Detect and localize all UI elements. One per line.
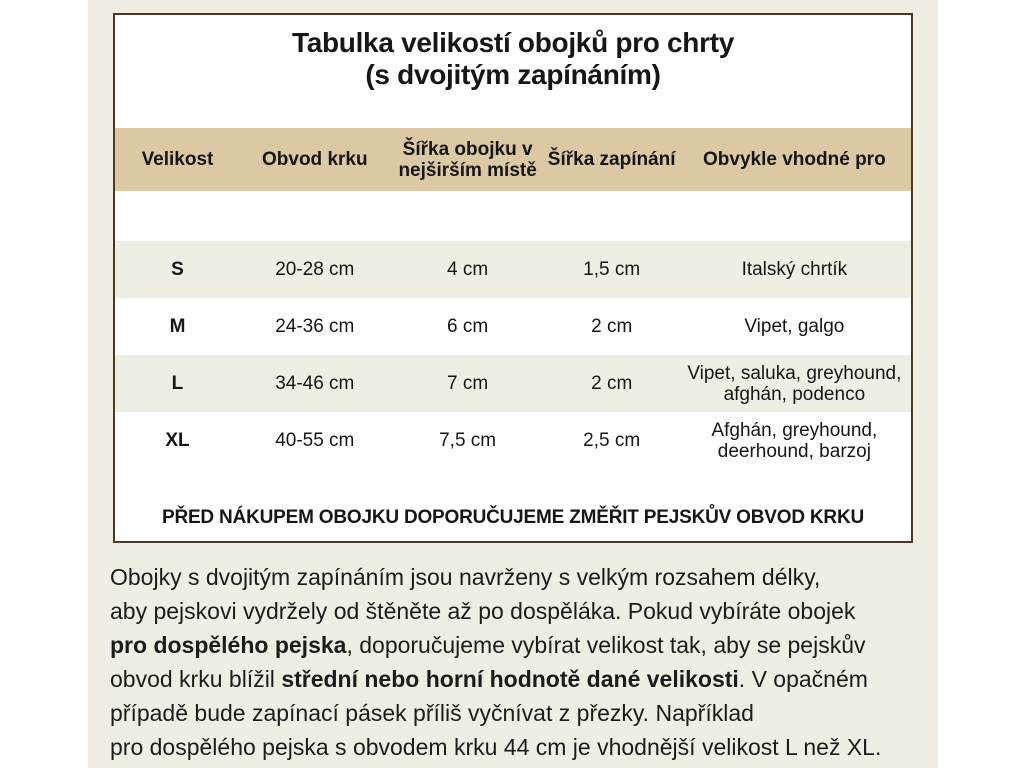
width-cell: 4 cm	[447, 259, 489, 280]
description-line: obvod krku blížil střední nebo horní hodnotě dané velikosti. V opačném	[110, 666, 868, 692]
header-cell-clasp: Šířka zapínání	[547, 149, 676, 170]
table-header-row	[115, 128, 911, 191]
header-cell-neck: Obvod krku	[262, 149, 368, 170]
description-line: případě bude zapínací pásek příliš vyčnívat z přezky. Například	[110, 700, 754, 726]
header-cell-size: Velikost	[141, 149, 214, 170]
table-title	[115, 15, 911, 128]
measure-advice-note: PŘED NÁKUPEM OBOJKU DOPORUČUJEME ZMĚŘIT PEJSKŮV OBVOD KRKU	[161, 507, 865, 528]
description-line: pro dospělého pejska s obvodem krku 44 cm je vhodnější velikost L než XL.	[110, 734, 882, 760]
description-line: Obojky s dvojitým zapínáním jsou navrženy s velkým rozsahem délky,	[110, 564, 821, 590]
clasp-cell: 2 cm	[591, 316, 633, 337]
neck-cell: 24-36 cm	[275, 316, 355, 337]
neck-cell: 40-55 cm	[275, 430, 355, 451]
description-line: aby pejskovi vydržely od štěněte až po dospěláka. Pokud vybíráte obojek	[110, 598, 856, 624]
suitable-cell: Vipet, galgo	[744, 316, 845, 337]
size-cell: S	[171, 259, 184, 280]
table-row-m	[115, 298, 911, 355]
table-spacer-row	[115, 191, 911, 241]
table-row-s	[115, 241, 911, 298]
table-title-line1: Tabulka velikostí obojků pro chrty	[291, 27, 735, 58]
width-cell: 6 cm	[447, 316, 489, 337]
clasp-cell: 1,5 cm	[583, 259, 641, 280]
suitable-cell: Vipet, saluka, greyhound, afghán, podenco	[687, 362, 902, 405]
suitable-cell: Italský chrtík	[741, 259, 848, 280]
clasp-cell: 2,5 cm	[583, 430, 641, 451]
clasp-cell: 2 cm	[591, 373, 633, 394]
neck-cell: 20-28 cm	[275, 259, 355, 280]
table-title-line2: (s dvojitým zapínáním)	[365, 59, 661, 90]
product-info-canvas	[88, 0, 938, 768]
neck-cell: 34-46 cm	[275, 373, 355, 394]
header-cell-width: Šířka obojku v nejširším místě	[398, 138, 537, 181]
table-spacer-bottom	[115, 469, 911, 507]
size-chart-table	[113, 13, 913, 543]
table-row-l	[115, 355, 911, 412]
suitable-cell: Afghán, greyhound, deerhound, barzoj	[711, 419, 878, 462]
header-cell-suitable: Obvykle vhodné pro	[703, 149, 886, 170]
size-cell: M	[169, 316, 186, 337]
width-cell: 7 cm	[447, 373, 489, 394]
description-paragraph	[110, 560, 922, 764]
description-line: pro dospělého pejska, doporučujeme vybírat velikost tak, aby se pejskův	[110, 632, 866, 658]
width-cell: 7,5 cm	[439, 430, 497, 451]
table-row-xl	[115, 412, 911, 469]
size-cell: L	[171, 373, 184, 394]
size-cell: XL	[165, 430, 190, 451]
